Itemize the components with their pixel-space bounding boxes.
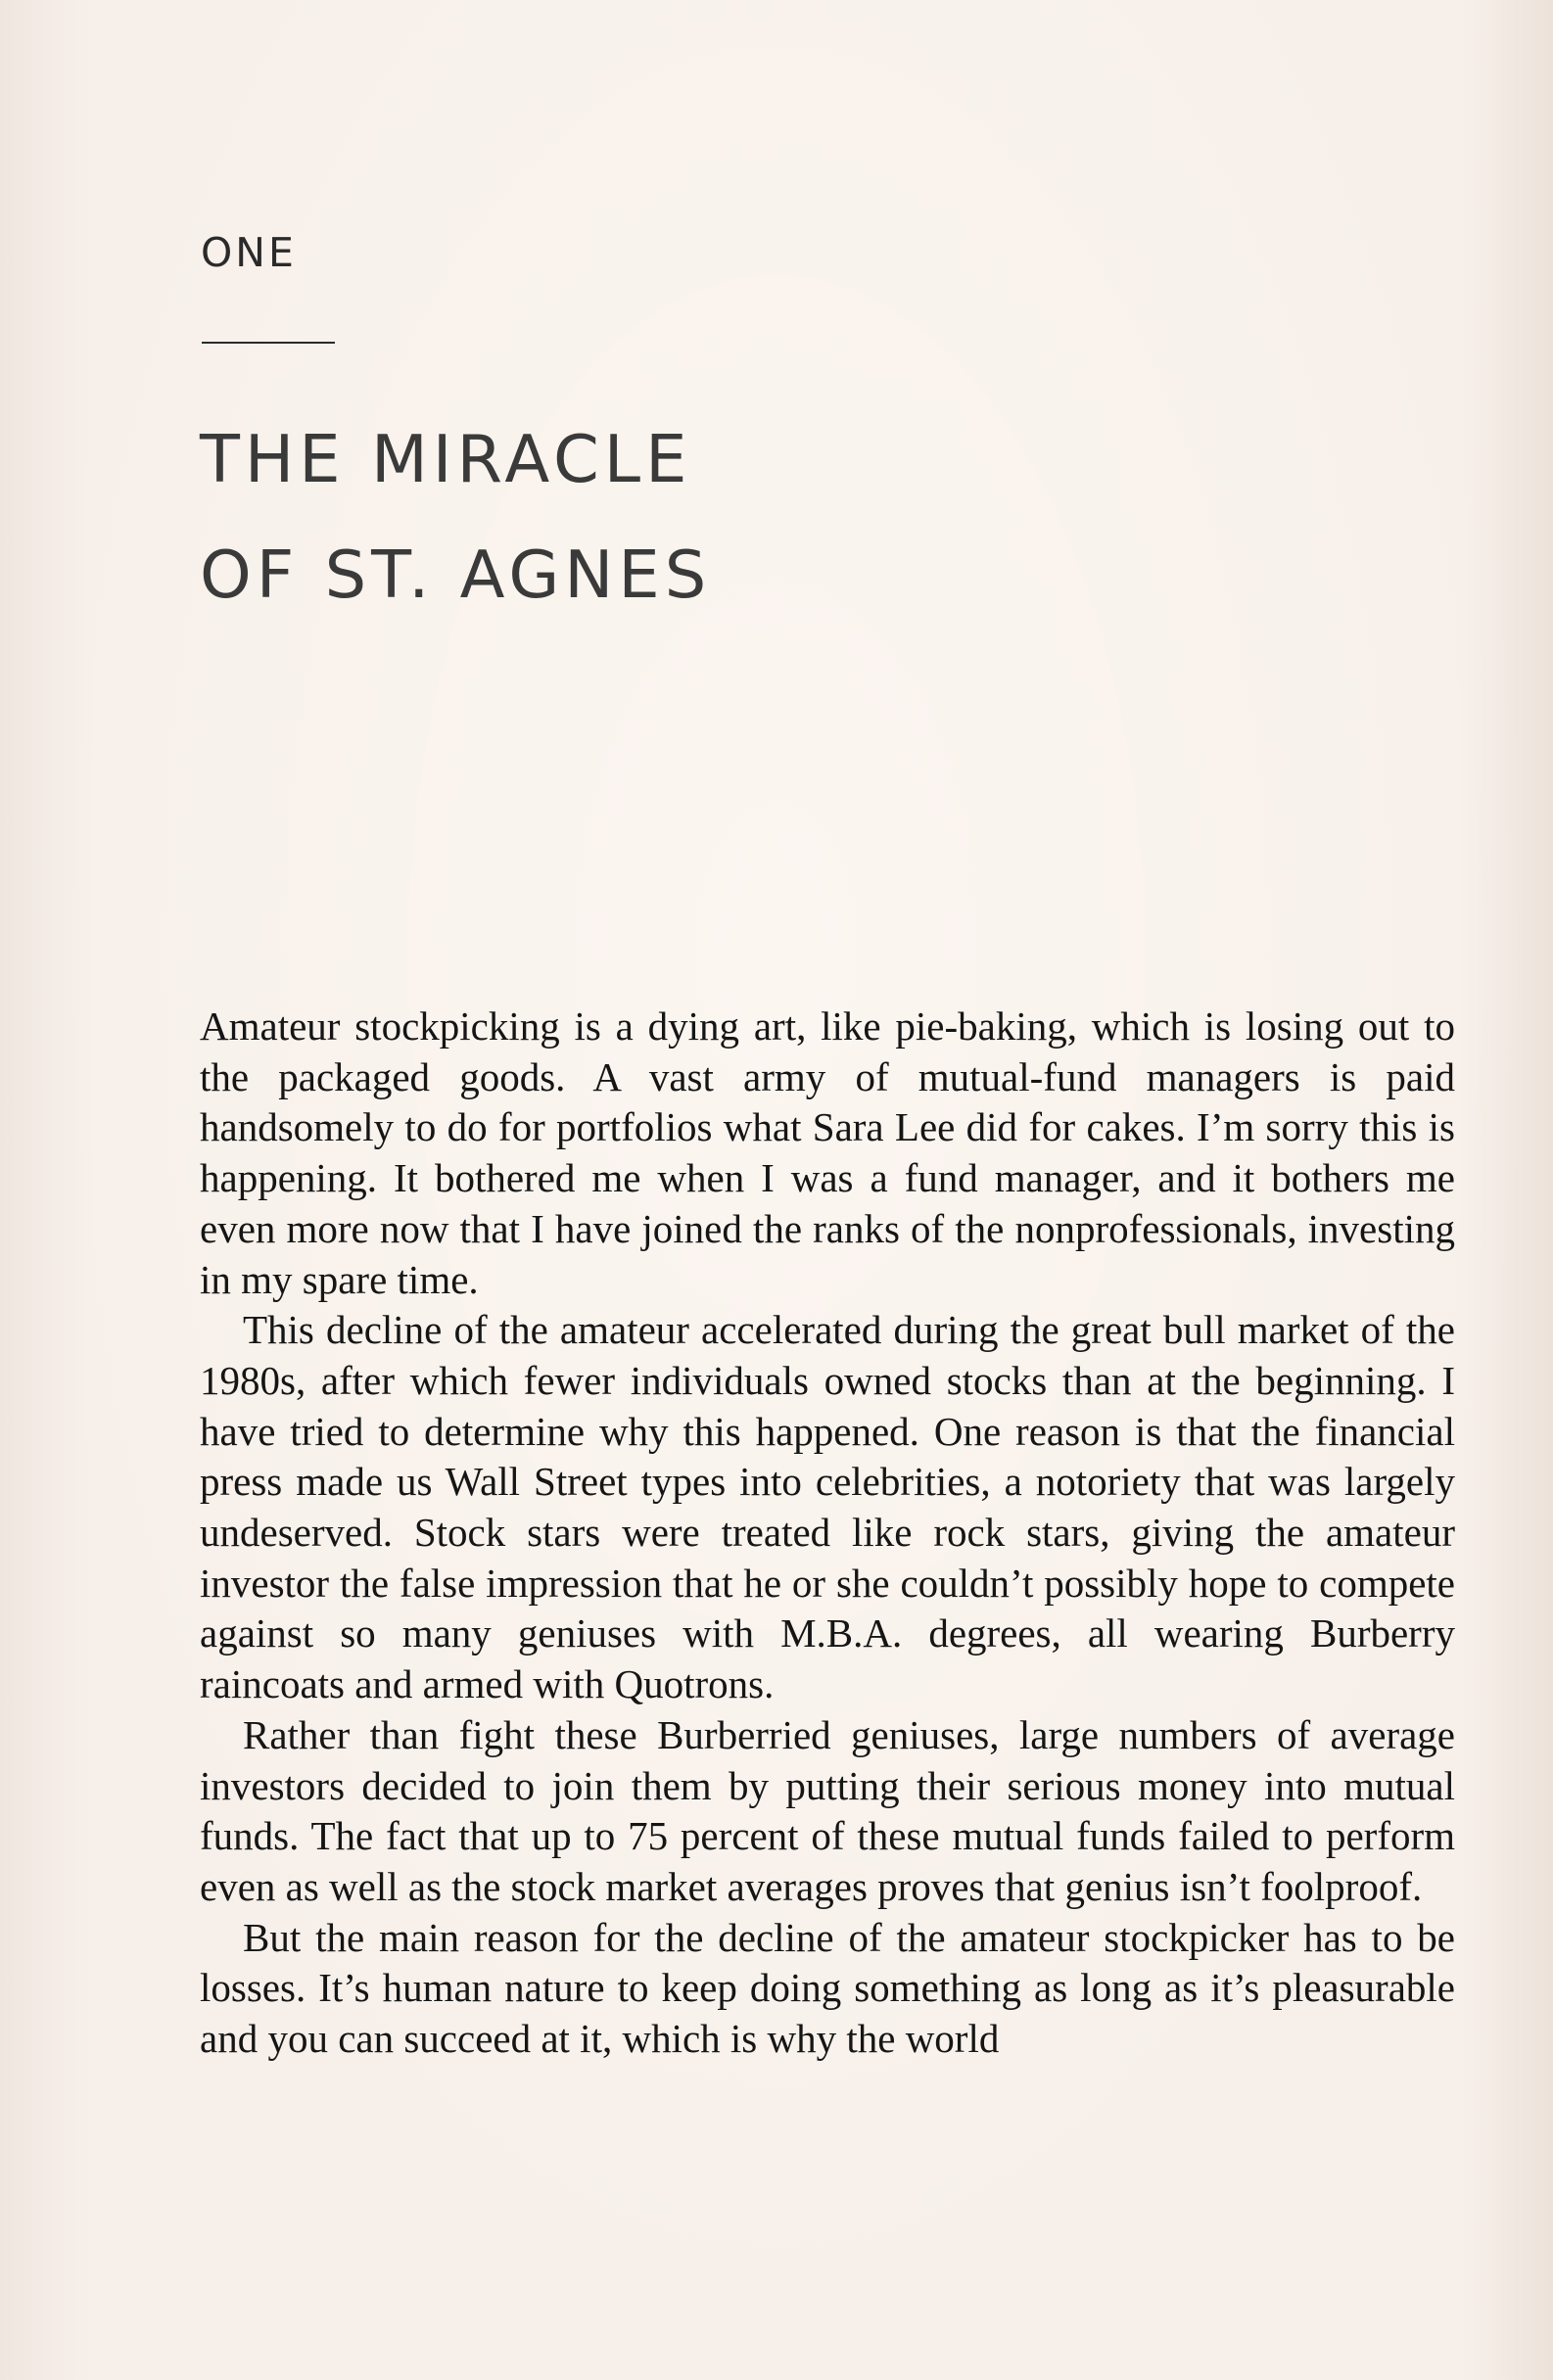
paragraph: Rather than fight these Burberried geniuses, large numbers of average investors decided to join them by putting their serious money into mutual funds. The fact that up to 75 percent of these mutual funds failed to perform even as well as the stock market averages proves that genius isn’t foolproof. — [200, 1711, 1455, 1909]
paragraph: But the main reason for the decline of the amateur stockpicker has to be losses. It’s human nature to keep doing something as long as it’s pleasurable and you can succeed at it, which is why the world — [200, 1914, 1455, 2062]
chapter-title — [200, 401, 711, 632]
paragraph: This decline of the amateur accelerated during the great bull market of the 1980s, after which fewer individuals owned stocks than at the beginning. I have tried to determine why this happened. One reason is that the financial press made us Wall Street types into celebrities, a notoriety that was largely undeserved. Stock stars were treated like rock stars, giving the amateur investor the false impression that he or she couldn’t possibly hope to compete against so many geniuses with M.B.A. degrees, all wearing Burberry raincoats and armed with Quotrons. — [200, 1307, 1455, 1707]
chapter-title-line-1: THE MIRACLE — [200, 421, 692, 497]
chapter-title-line-2: OF ST. AGNES — [200, 537, 712, 613]
chapter-number: ONE — [201, 229, 297, 276]
body-text — [200, 1002, 1455, 2065]
chapter-divider — [202, 342, 335, 344]
paragraph: Amateur stockpicking is a dying art, like pie-baking, which is losing out to the packaged goods. A vast army of mutual-fund managers is paid handsomely to do for portfolios what Sara Lee did for cakes. I’m sorry this is happening. It bothered me when I was a fund manager, and it bothers me even more now that I have joined the ranks of the nonprofessionals, investing in my spare time. — [200, 1003, 1455, 1302]
